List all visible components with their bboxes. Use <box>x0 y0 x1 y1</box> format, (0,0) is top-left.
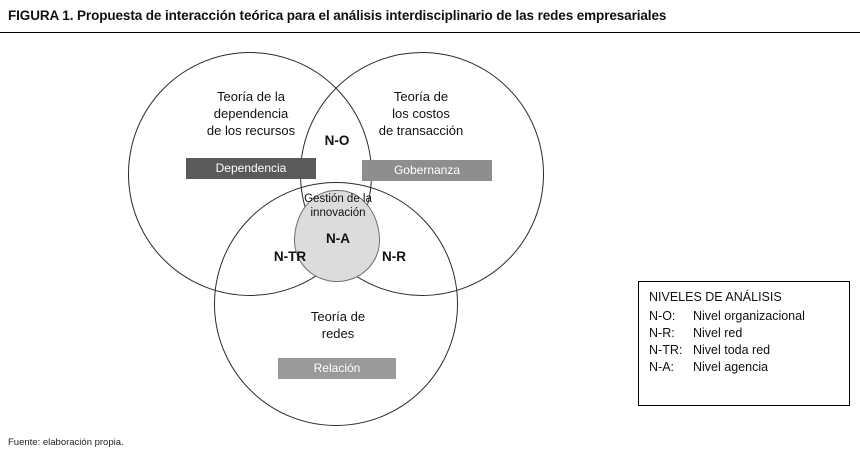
legend-row <box>649 360 849 374</box>
label-line-2: innovación <box>310 207 366 220</box>
label-intersection-nr: N-R <box>382 249 406 264</box>
legend-key: N-R: <box>649 326 675 340</box>
legend-value: Nivel agencia <box>693 360 769 374</box>
legend-key: N-O: <box>649 309 676 323</box>
label-center-code: N-A <box>326 231 350 246</box>
label-intersection-ntr: N-TR <box>273 249 307 264</box>
label-line-2: redes <box>321 326 355 342</box>
label-line-3: de transacción <box>378 123 464 139</box>
label-intersection-no: N-O <box>324 133 350 148</box>
legend-key: N-TR: <box>649 343 683 357</box>
source-note: Fuente: elaboración propia. <box>8 437 124 448</box>
legend-row <box>649 326 849 340</box>
label-line-1: Teoría de <box>310 309 366 324</box>
legend-value: Nivel toda red <box>693 343 771 357</box>
legend-value: Nivel red <box>693 326 743 340</box>
label-line-1: Teoría de <box>393 89 449 104</box>
legend-value: Nivel organizacional <box>693 309 805 323</box>
label-line-3: de los recursos <box>206 123 296 139</box>
label-line-1: Gestión de la <box>304 193 372 205</box>
label-line-1: Teoría de la <box>217 89 285 104</box>
venn-diagram <box>110 40 610 430</box>
legend-row <box>649 343 849 357</box>
title-divider <box>0 32 860 33</box>
legend-row <box>649 309 849 323</box>
legend-title: NIVELES DE ANÁLISIS <box>649 290 782 304</box>
label-network-theory <box>236 308 440 342</box>
label-center-caption <box>300 192 376 221</box>
label-line-2: los costos <box>392 106 450 122</box>
tag-dependencia: Dependencia <box>186 158 316 179</box>
tag-gobernanza: Gobernanza <box>362 160 492 181</box>
legend-key: N-A: <box>649 360 674 374</box>
page-title: FIGURA 1. Propuesta de interacción teórica para el análisis interdisciplinario de las redes empresariales <box>8 8 667 23</box>
tag-relacion: Relación <box>278 358 396 379</box>
legend-panel <box>638 281 850 406</box>
label-line-2: dependencia <box>213 106 289 122</box>
